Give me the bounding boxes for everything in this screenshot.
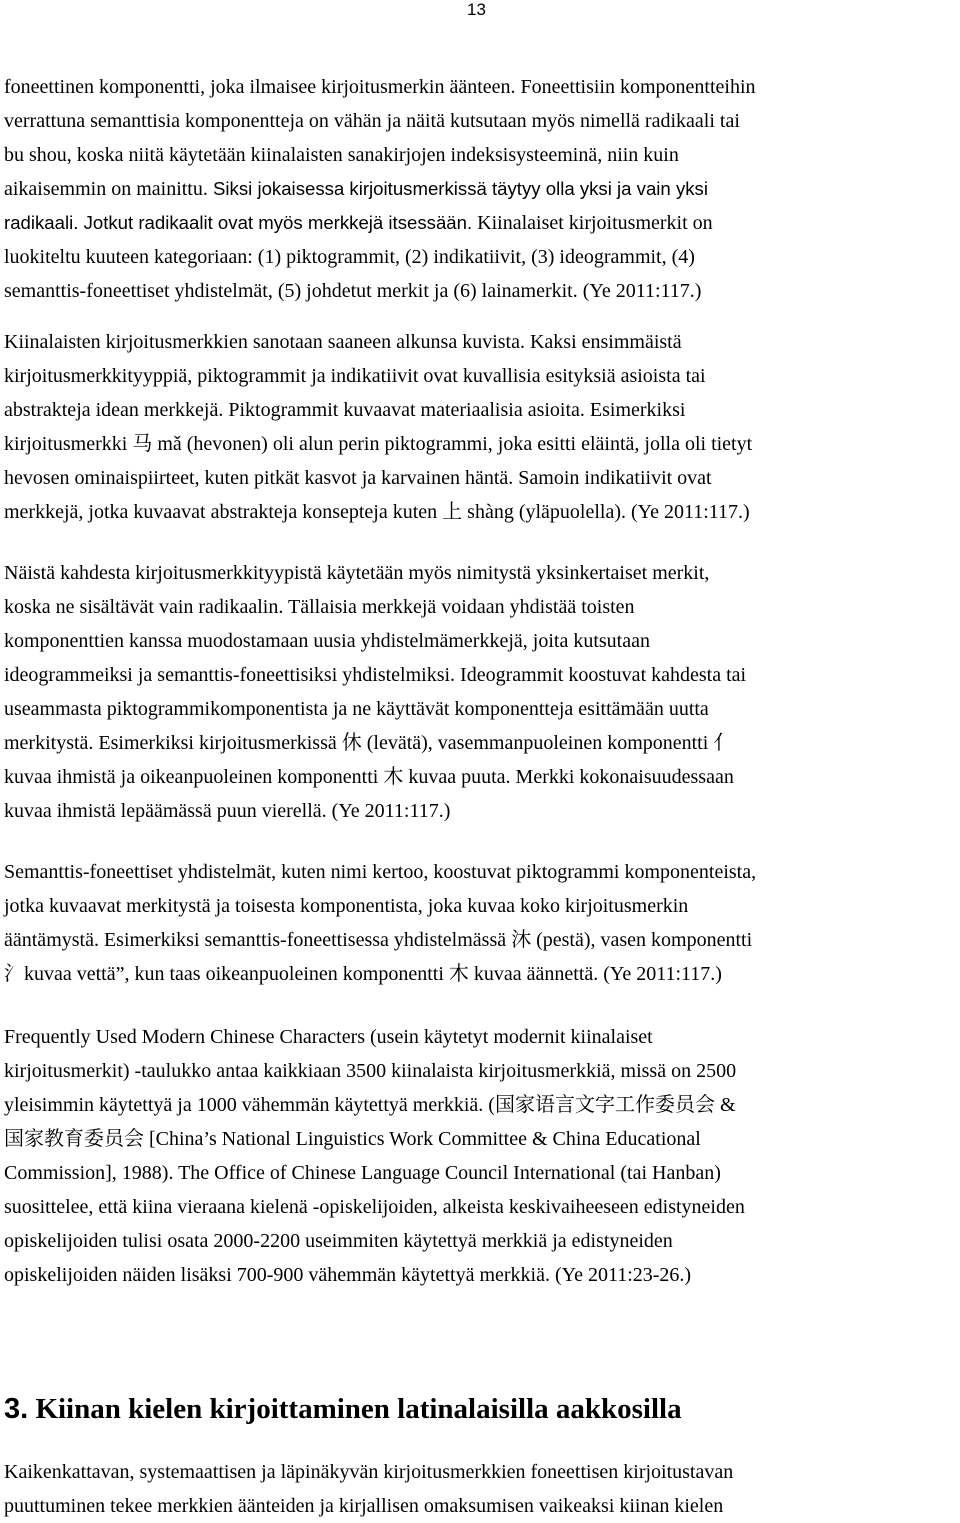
paragraph-3-line: ideogrammeiksi ja semanttis-foneettisiksi yhdistelmiksi. Ideogrammit koostuvat kahdesta tai [4, 664, 747, 686]
paragraph-2-line: hevosen ominaispiirteet, kuten pitkät kasvot ja karvainen häntä. Samoin indikatiivit ovat [4, 467, 712, 489]
paragraph-1-line: foneettinen komponentti, joka ilmaisee kirjoitusmerkin äänteen. Foneettisiin komponentteihin [4, 76, 756, 98]
paragraph-4-line: jotka kuvaavat merkitystä ja toisesta komponentista, joka kuvaa koko kirjoitusmerkin [4, 895, 689, 917]
paragraph-1-line: verrattuna semanttisia komponentteja on vähän ja näitä kutsutaan myös nimellä radikaali tai [4, 110, 740, 132]
paragraph-4-line: Semanttis-foneettiset yhdistelmät, kuten nimi kertoo, koostuvat piktogrammi komponenteista, [4, 861, 757, 883]
paragraph-5-line: 国家教育委员会 [China’s National Linguistics Work Committee & China Educational [4, 1128, 701, 1150]
paragraph-2-line: merkkejä, jotka kuvaavat abstrakteja konsepteja kuten 上 shàng (yläpuolella). (Ye 2011:117.) [4, 501, 750, 523]
paragraph-5-line: yleisimmin käytettyä ja 1000 vähemmän käytettyä merkkiä. (国家语言文字工作委员会 & [4, 1094, 736, 1116]
paragraph-6-line: Kaikenkattavan, systemaattisen ja läpinäkyvän kirjoitusmerkkien foneettisen kirjoitustavan [4, 1461, 734, 1483]
paragraph-1-line: Siksi jokaisessa kirjoitusmerkissä täytyy olla yksi ja vain yksi [207, 178, 708, 199]
section-heading [4, 1389, 682, 1429]
paragraph-3-line: Näistä kahdesta kirjoitusmerkkityypistä käytetään myös nimitystä yksinkertaiset merkit, [4, 562, 710, 584]
paragraph-4 [4, 855, 957, 991]
paragraph-2-line: Kiinalaisten kirjoitusmerkkien sanotaan saaneen alkunsa kuvista. Kaksi ensimmäistä [4, 331, 682, 353]
paragraph-5-line: kirjoitusmerkit) -taulukko antaa kaikkiaan 3500 kiinalaista kirjoitusmerkkiä, missä on 2500 [4, 1060, 737, 1082]
paragraph-6 [4, 1455, 957, 1523]
paragraph-3-line: kuvaa ihmistä lepäämässä puun vierellä. (Ye 2011:117.) [4, 800, 451, 822]
paragraph-5-line: opiskelijoiden näiden lisäksi 700-900 vähemmän käytettyä merkkiä. (Ye 2011:23-26.) [4, 1264, 692, 1286]
paragraph-3-line: komponenttien kanssa muodostamaan uusia yhdistelmämerkkejä, joita kutsutaan [4, 630, 650, 652]
paragraph-4-line: ääntämystä. Esimerkiksi semanttis-foneettisessa yhdistelmässä 沐 (pestä), vasen komponentti [4, 929, 753, 951]
paragraph-3 [4, 556, 957, 828]
paragraph-5-line: Frequently Used Modern Chinese Characters (usein käytetyt modernit kiinalaiset [4, 1026, 653, 1048]
paragraph-1-line: luokiteltu kuuteen kategoriaan: (1) piktogrammit, (2) indikatiivit, (3) ideogrammit, (4) [4, 246, 695, 268]
section-title: Kiinan kielen kirjoittaminen latinalaisilla aakkosilla [28, 1393, 682, 1425]
paragraph-1-line: radikaali. Jotkut radikaalit ovat myös merkkejä itsessään. [4, 212, 473, 233]
paragraph-6-line: puuttuminen tekee merkkien äänteiden ja kirjallisen omaksumisen vaikeaksi kiinan kielen [4, 1495, 724, 1517]
paragraph-2-line: kirjoitusmerkkityyppiä, piktogrammit ja indikatiivit ovat kuvallisia esityksiä asioista tai [4, 365, 706, 387]
paragraph-1-line: semanttis-foneettiset yhdistelmät, (5) johdetut merkit ja (6) lainamerkit. (Ye 2011:117.) [4, 280, 702, 302]
paragraph-5-line: opiskelijoiden tulisi osata 2000-2200 useimmiten käytettyä merkkiä ja edistyneiden [4, 1230, 673, 1252]
paragraph-5-line: Commission], 1988). The Office of Chinese Language Council International (tai Hanban) [4, 1162, 721, 1184]
paragraph-1 [4, 70, 957, 308]
paragraph-2-line: kirjoitusmerkki 马 mǎ (hevonen) oli alun perin piktogrammi, joka esitti eläintä, jolla oli tietyt [4, 433, 753, 455]
paragraph-5-line: suosittelee, että kiina vieraana kielenä -opiskelijoiden, alkeista keskivaiheeseen edistyneiden [4, 1196, 745, 1218]
paragraph-3-line: merkitystä. Esimerkiksi kirjoitusmerkissä 休 (levätä), vasemmanpuoleinen komponentti 亻 [4, 732, 734, 754]
page-number: 13 [467, 0, 486, 19]
paragraph-3-line: kuvaa ihmistä ja oikeanpuoleinen komponentti 木 kuvaa puuta. Merkki kokonaisuudessaan [4, 766, 734, 788]
section-number: 3. [4, 1393, 29, 1425]
paragraph-3-line: koska ne sisältävät vain radikaalin. Tällaisia merkkejä voidaan yhdistää toisten [4, 596, 635, 618]
paragraph-3-line: useammasta piktogrammikomponentista ja ne käyttävät komponentteja esittämään uutta [4, 698, 709, 720]
paragraph-2 [4, 325, 957, 529]
paragraph-5 [4, 1020, 957, 1292]
paragraph-4-line: 氵kuvaa vettä”, kun taas oikeanpuoleinen komponentti 木 kuvaa äännettä. (Ye 2011:117.) [4, 963, 722, 985]
paragraph-2-line: abstrakteja idean merkkejä. Piktogrammit kuvaavat materiaalisia asioita. Esimerkiksi [4, 399, 686, 421]
paragraph-1-line: aikaisemmin on mainittu. [4, 178, 208, 200]
paragraph-1-line: Kiinalaiset kirjoitusmerkit on [472, 212, 713, 234]
paragraph-1-line: bu shou, koska niitä käytetään kiinalaisten sanakirjojen indeksisysteeminä, niin kuin [4, 144, 679, 166]
